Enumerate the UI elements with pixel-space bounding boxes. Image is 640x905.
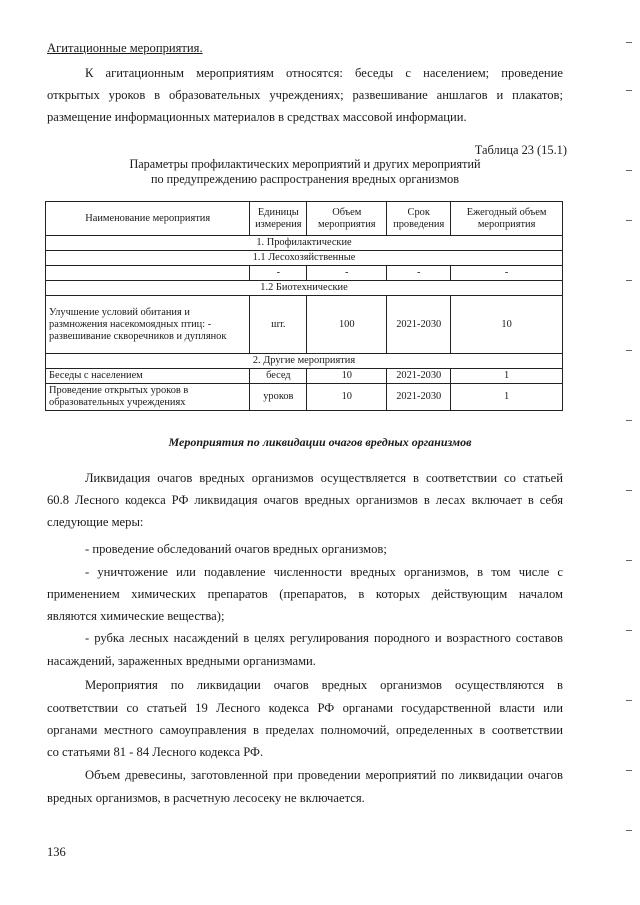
header-annual-volume: Ежегодный объем мероприятия — [451, 202, 563, 236]
p2-line-3: органами местного самоуправления в пределах полномочий, определенных в соответствии — [47, 723, 563, 737]
p2-line-1: Мероприятия по ликвидации очагов вредных организмов осуществляются в — [85, 678, 563, 692]
cell-annual: 10 — [451, 296, 563, 354]
cell-volume: 100 — [307, 296, 387, 354]
cell-units: бесед — [250, 369, 307, 384]
bullet-2-line-2: применением химических препаратов (препаратов, в которых действующим началом — [47, 587, 563, 601]
header-name: Наименование мероприятия — [46, 202, 250, 236]
table-row — [46, 266, 563, 281]
cell-units: шт. — [250, 296, 307, 354]
scan-mark — [626, 420, 632, 421]
scan-mark — [626, 560, 632, 561]
table-title-line-2: по предупреждению распространения вредных организмов — [150, 172, 459, 186]
scan-mark — [626, 830, 632, 831]
cell-name — [46, 266, 250, 281]
table-title-line-1: Параметры профилактических мероприятий и других мероприятий — [129, 157, 481, 171]
table-section-row — [46, 251, 563, 266]
bullet-1: - проведение обследований очагов вредных организмов; — [85, 542, 387, 556]
p2-line-2: соответствии со статьей 19 Лесного кодекса РФ органами государственной власти или — [47, 701, 563, 715]
section-biotechnical: 1.2 Биотехнические — [46, 281, 563, 296]
scan-mark — [626, 700, 632, 701]
p1-line-1: Ликвидация очагов вредных организмов осуществляется в соответствии со статьей — [85, 471, 563, 485]
p3-line-1: Объем древесины, заготовленной при проведении мероприятий по ликвидации очагов — [85, 768, 563, 782]
section-other: 2. Другие мероприятия — [46, 354, 563, 369]
cell-name: Проведение открытых уроков в образовательных учреждениях — [46, 384, 250, 411]
header-units: Единицы измерения — [250, 202, 307, 236]
cell-volume: - — [307, 266, 387, 281]
cell-name: Беседы с населением — [46, 369, 250, 384]
bullet-3-line-2: насаждений, зараженных вредными организмами. — [47, 654, 316, 668]
page-number: 136 — [47, 845, 66, 859]
agitation-line-1: К агитационным мероприятиям относятся: беседы с населением; проведение — [85, 66, 563, 80]
cell-term: 2021-2030 — [387, 369, 451, 384]
table-header-row — [46, 202, 563, 236]
section-forestry: 1.1 Лесохозяйственные — [46, 251, 563, 266]
table-section-row — [46, 354, 563, 369]
measures-table — [45, 201, 563, 411]
scan-mark — [626, 90, 632, 91]
table-caption: Таблица 23 (15.1) — [474, 143, 567, 157]
scan-mark — [626, 170, 632, 171]
p2-line-4: со статьями 81 - 84 Лесного кодекса РФ. — [47, 745, 264, 759]
scan-mark — [626, 630, 632, 631]
table-row — [46, 369, 563, 384]
p1-line-2: 60.8 Лесного кодекса РФ ликвидация очагов вредных организмов в лесах включает в себя — [47, 493, 563, 507]
bullet-2-line-3: являются химические вещества); — [47, 609, 225, 623]
cell-volume: 10 — [307, 384, 387, 411]
table-row — [46, 384, 563, 411]
cell-annual: 1 — [451, 369, 563, 384]
agitation-heading: Агитационные мероприятия. — [47, 41, 203, 55]
scan-mark — [626, 350, 632, 351]
cell-name: Улучшение условий обитания и размножения насекомоядных птиц: - развешивание скворечников и дуплянок — [46, 296, 250, 354]
section-title: Мероприятия по ликвидации очагов вредных организмов — [168, 435, 472, 449]
p3-line-2: вредных организмов, в расчетную лесосеку не включается. — [47, 791, 365, 805]
cell-term: 2021-2030 — [387, 384, 451, 411]
agitation-line-2: открытых уроков в образовательных учреждениях; развешивание аншлагов и плакатов; — [47, 88, 563, 102]
scan-mark — [626, 490, 632, 491]
scan-margin-marks — [624, 30, 632, 870]
table-section-row — [46, 236, 563, 251]
table-row — [46, 296, 563, 354]
cell-annual: - — [451, 266, 563, 281]
scan-mark — [626, 770, 632, 771]
scan-mark — [626, 280, 632, 281]
bullet-3-line-1: - рубка лесных насаждений в целях регулирования породного и возрастного составов — [85, 631, 563, 645]
table-section-row — [46, 281, 563, 296]
section-preventive: 1. Профилактические — [46, 236, 563, 251]
cell-term: 2021-2030 — [387, 296, 451, 354]
cell-units: уроков — [250, 384, 307, 411]
cell-annual: 1 — [451, 384, 563, 411]
bullet-2-line-1: - уничтожение или подавление численности вредных организмов, в том числе с — [85, 565, 563, 579]
agitation-line-3: размещение информационных материалов в средствах массовой информации. — [47, 110, 467, 124]
p1-line-3: следующие меры: — [47, 515, 144, 529]
cell-term: - — [387, 266, 451, 281]
cell-units: - — [250, 266, 307, 281]
header-volume: Объем мероприятия — [307, 202, 387, 236]
scan-mark — [626, 42, 632, 43]
header-term: Срок проведения — [387, 202, 451, 236]
cell-volume: 10 — [307, 369, 387, 384]
scan-mark — [626, 220, 632, 221]
